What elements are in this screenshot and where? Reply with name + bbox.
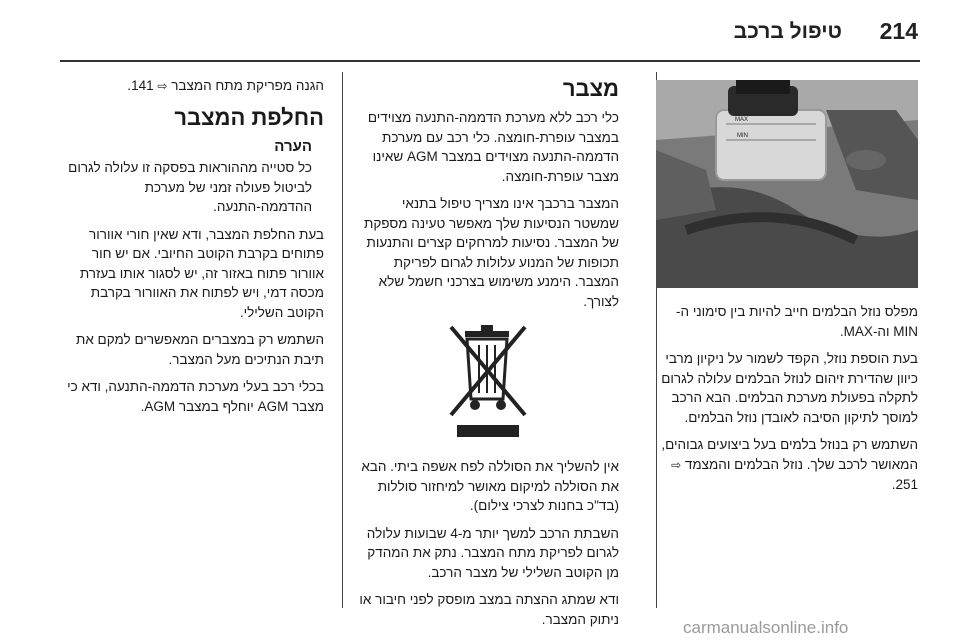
ignition-off-paragraph: ודא שמתג ההצתה במצב מופסק לפני חיבור או ניתוק המצבר. (359, 592, 619, 627)
brake-fluid-reservoir-photo (656, 80, 918, 288)
watermark: carmanualsonline.info (683, 618, 849, 637)
vent-holes-paragraph: בעת החלפת המצבר, ודא שאין חורי אוורור פתוחים בקרבת הקוטב החיובי. אם יש חור אוורור פתוח באזור זה, יש לסגור אותו בעזרת מכסה דמי, ויש לפתוח את האוורור בקרבת הקוטב השלילי. (79, 226, 324, 320)
fluid-type-text: השתמש רק בנוזל בלמים בעל ביצועים גבוהים, המאושר לרכב שלך. נוזל הבלמים והמצמד (661, 437, 918, 472)
fluid-cleanliness-paragraph: בעת הוספת נוזל, הקפד לשמור על ניקיון מרבי כיוון שהדירת זיהום לנוזל הבלמים עלולה לגרום לתקלה בפעולת מערכת הבלמים. הבא הרכב למוסך לתיקון הסיבה לאובדן נוזל הבלמים. (661, 351, 918, 425)
header-rule (60, 60, 920, 62)
left-column (62, 76, 324, 424)
battery-types-paragraph: כלי רכב ללא מערכת הדממה-התנעה מצוידים במצבר עופרת-חומצה. כלי רכב עם מערכת הדממה-התנעה מצוידים במצבר AGM שאינו מצבר עופרת-חומצה. (367, 110, 619, 184)
middle-column (357, 76, 619, 637)
fuse-box-paragraph: השתמש רק במצברים המאפשרים למקם את תיבת הנתיכים מעל המצבר. (76, 332, 324, 367)
battery-disposal-paragraph: אין להשליך את הסוללה לפח אשפה ביתי. הבא את הסוללה למיקום מאושר למיחזור סוללות (בד"כ בחנות לצרכי צילום). (361, 459, 619, 513)
section-title-battery-replacement: החלפת המצבר (174, 104, 324, 130)
note-text: כל סטייה מההוראות בפסקה זו עלולה לגרום לביטול פעולה זמני של מערכת ההדממה-התנעה. (68, 160, 312, 214)
page-reference[interactable]: 141 (131, 78, 154, 93)
page-header (0, 0, 960, 62)
fluid-type-paragraph: השתמש רק בנוזל בלמים בעל ביצועים גבוהים, המאושר לרכב שלך. נוזל הבלמים והמצמד ⇨ 251. (661, 437, 918, 492)
engine-bay-illustration (656, 80, 918, 288)
right-column (656, 80, 918, 503)
page-title: טיפול ברכב (733, 20, 842, 43)
reference-arrow-icon: ⇨ (157, 79, 168, 93)
page-reference[interactable]: 251 (895, 477, 918, 492)
note-box (62, 137, 324, 217)
column-divider-left (342, 72, 343, 608)
fluid-level-paragraph: מפלס נוזל הבלמים חייב להיות בין סימוני ה-MIN וה-MAX. (676, 304, 918, 339)
reference-arrow-icon: ⇨ (671, 457, 682, 472)
note-title: הערה (274, 137, 312, 155)
page-number: 214 (879, 18, 918, 44)
battery-storage-paragraph: השבתת הרכב למשך יותר מ-4 שבועות עלולה לגרום לפריקת מתח המצבר. נתק את המהדק מן הקוטב השלילי של מצבר הרכב. (366, 525, 619, 580)
discharge-protection-paragraph: הגנה מפריקת מתח המצבר ⇨ 141. (127, 78, 324, 93)
max-mark: MAX (734, 117, 748, 123)
bin-symbol-container (357, 319, 619, 443)
crossed-out-wheelie-bin-icon (443, 319, 533, 441)
section-title-battery: מצבר (562, 76, 619, 101)
min-mark: MIN (737, 133, 748, 139)
agm-replacement-paragraph: בכלי רכב בעלי מערכת הדממה-התנעה, ודא כי מצבר AGM יוחלף במצבר AGM. (67, 379, 324, 414)
battery-maintenance-paragraph: המצבר ברכבך אינו מצריך טיפול בתנאי שמשטר הנסיעות שלך מאפשר טעינה מספקת של המצבר. נסיעות למרחקים קצרים והתנעות תכופות של המנוע עלולות לגרום לפריקת המצבר. הימנע משימוש בצרכני חשמל שלא לצורך. (364, 196, 619, 309)
